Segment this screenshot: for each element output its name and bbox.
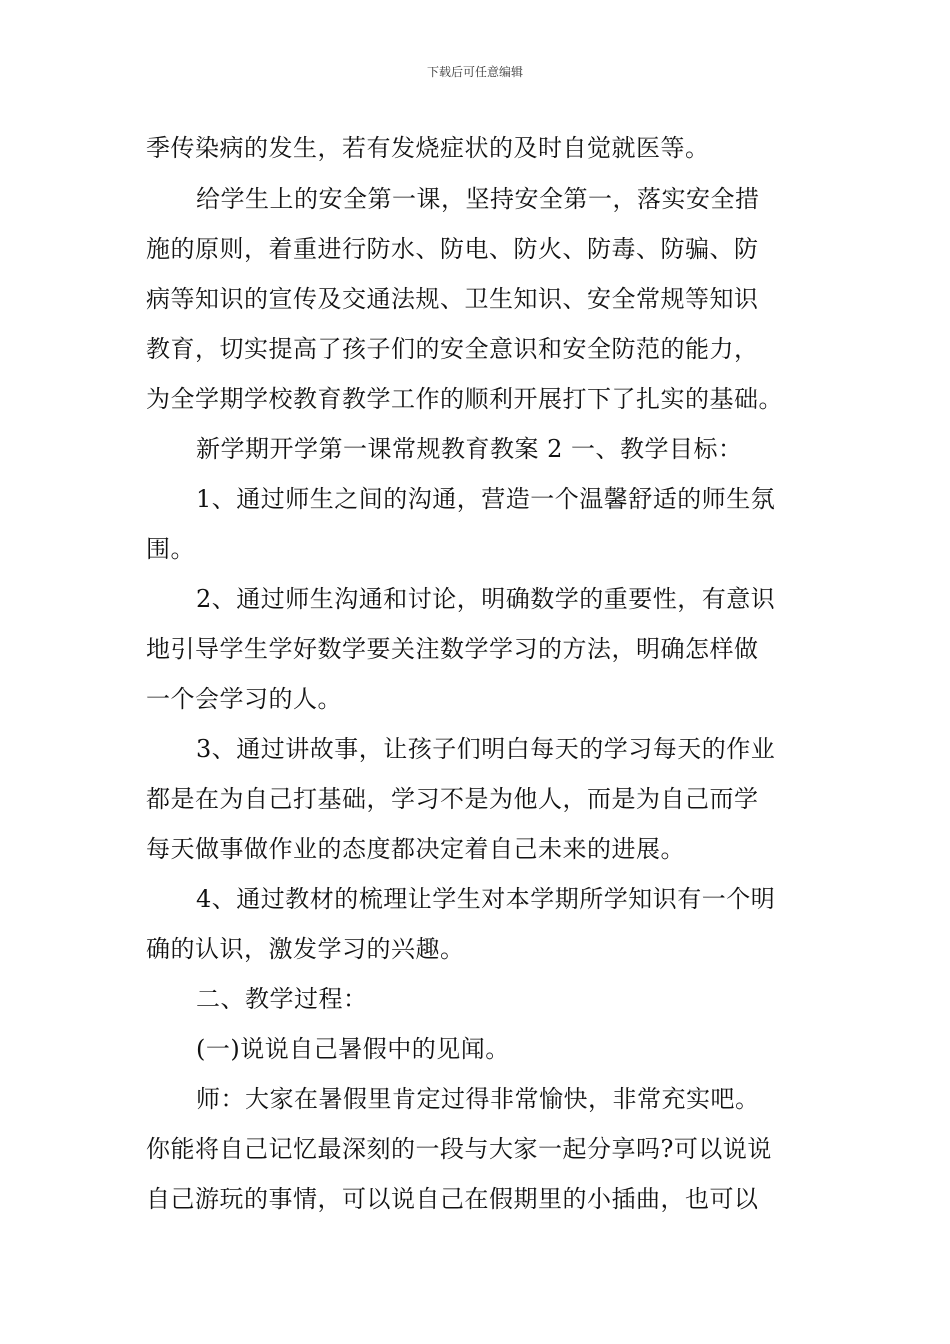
text-line: 教育，切实提高了孩子们的安全意识和安全防范的能力， — [146, 335, 759, 363]
text-line: 为全学期学校教育教学工作的顺利开展打下了扎实的基础。 — [146, 385, 783, 413]
text-line: 你能将自己记忆最深刻的一段与大家一起分享吗?可以说说 — [146, 1135, 772, 1163]
text-line: 地引导学生学好数学要关注数学学习的方法，明确怎样做 — [146, 635, 759, 663]
text-line: 一个会学习的人。 — [146, 685, 342, 713]
text-line: 新学期开学第一课常规教育教案 2 一、教学目标： — [196, 435, 743, 463]
text-line: 都是在为自己打基础，学习不是为他人，而是为自己而学 — [146, 785, 759, 813]
text-line: 施的原则，着重进行防水、防电、防火、防毒、防骗、防 — [146, 235, 759, 263]
text-line: 给学生上的安全第一课，坚持安全第一，落实安全措 — [196, 185, 760, 213]
text-line: 确的认识，激发学习的兴趣。 — [146, 935, 465, 963]
text-line: 围。 — [146, 535, 195, 563]
text-line: 病等知识的宣传及交通法规、卫生知识、安全常规等知识 — [146, 285, 759, 313]
text-line: 二、教学过程： — [196, 985, 368, 1013]
page-header: 下载后可任意编辑 — [426, 65, 523, 79]
text-line: 4、通过教材的梳理让学生对本学期所学知识有一个明 — [196, 885, 776, 913]
text-line: 师：大家在暑假里肯定过得非常愉快，非常充实吧。 — [196, 1085, 760, 1113]
text-line: 2、通过师生沟通和讨论，明确数学的重要性，有意识 — [196, 585, 776, 613]
text-line: 每天做事做作业的态度都决定着自己未来的进展。 — [146, 835, 685, 863]
text-line: 1、通过师生之间的沟通，营造一个温馨舒适的师生氛 — [196, 485, 776, 513]
text-line: 3、通过讲故事，让孩子们明白每天的学习每天的作业 — [196, 735, 776, 763]
text-line: 自己游玩的事情，可以说自己在假期里的小插曲，也可以 — [146, 1185, 759, 1213]
text-line: (一)说说自己暑假中的见闻。 — [196, 1035, 510, 1063]
text-line: 季传染病的发生，若有发烧症状的及时自觉就医等。 — [146, 134, 710, 162]
